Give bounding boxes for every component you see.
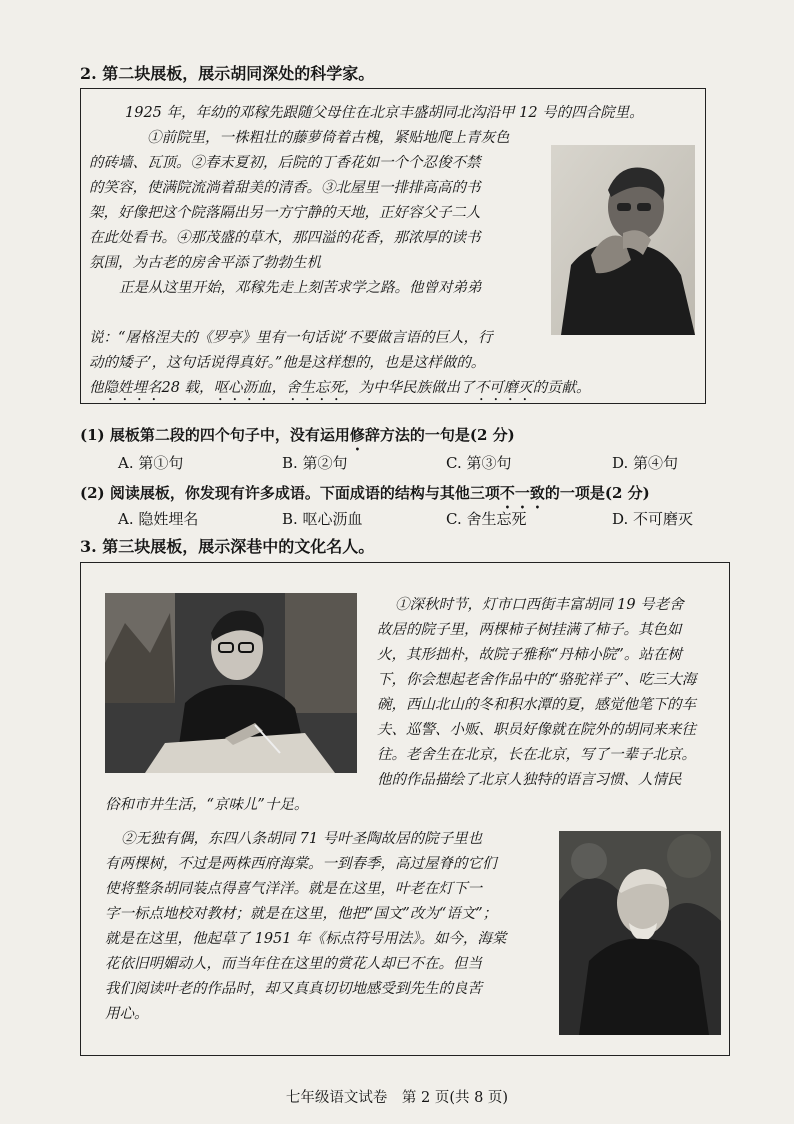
- scientist-photo: [551, 145, 695, 335]
- q2-sub2-option-c[interactable]: C. 舍生忘死: [446, 510, 527, 528]
- writer-photo-1-graphic: [105, 593, 357, 773]
- panel2-line: 在此处看书。④那茂盛的草木，那四溢的花香，那浓厚的读书: [89, 230, 481, 246]
- panel2-line: 正是从这里开始，邓稼先走上刻苦求学之路。他曾对弟弟: [119, 280, 482, 296]
- text-run: (2) 阅读展板，你发现有许多成语。下面成语的结构与其他三项: [80, 484, 500, 502]
- idiom-4: 不可磨灭: [474, 380, 533, 396]
- idiom-3: 舍生忘死: [286, 380, 345, 396]
- panel2-text-tail: [89, 326, 591, 404]
- panel3-line: 故居的院子里，两棵柿子树挂满了柿子。其色如: [377, 622, 682, 638]
- panel3-line: 字一标点地校对教材；就是在这里，他把“国文”改为“语文”；: [105, 906, 498, 922]
- panel3-line: 夫、巡警、小贩、职员好像就在院外的胡同来来往: [377, 722, 696, 738]
- panel2-line: 动的矮子’，这句话说得真好。”他是这样想的，也是这样做的。: [89, 355, 486, 371]
- panel3-line: 就是在这里，他起草了 1951 年《标点符号用法》。如今，海棠: [105, 931, 507, 947]
- text-run: 28 载，: [161, 380, 214, 396]
- text-run: ，: [271, 380, 287, 396]
- q2-heading: 2. 第二块展板，展示胡同深处的科学家。: [80, 64, 375, 83]
- q2-sub2-option-d[interactable]: D. 不可磨灭: [612, 510, 694, 528]
- text-run: ，为中华民族做出了: [344, 380, 475, 396]
- q2-sub2-option-a[interactable]: A. 隐姓埋名: [118, 510, 199, 528]
- panel3-line: 我们阅读叶老的作品时，却又真真切切地感受到先生的良苦: [105, 981, 482, 997]
- panel3-line: 使将整条胡同装点得喜气洋洋。就是在这里，叶老在灯下一: [105, 881, 482, 897]
- writer-photo-2: [559, 831, 721, 1035]
- panel2-line: 说：“屠格涅夫的《罗亭》里有一句话说‘不要做言语的巨人，行: [89, 330, 493, 346]
- text-run: 的贡献。: [532, 380, 591, 396]
- q2-sub1-option-b[interactable]: B. 第②句: [282, 454, 348, 472]
- panel3-line: 用心。: [105, 1006, 149, 1022]
- panel3-line: 火，其形拙朴，故院子雅称“丹柿小院”。站在树: [377, 647, 682, 663]
- panel3-line: 他的作品描绘了北京人独特的语言习惯、人情民: [377, 772, 682, 788]
- q2-sub1-option-d[interactable]: D. 第④句: [612, 454, 679, 472]
- panel2-text-body: [89, 151, 482, 301]
- panel3-line: ①深秋时节，灯市口西街丰富胡同 19 号老舍: [395, 597, 684, 613]
- text-run: 辞方法的一句是(2 分): [364, 426, 515, 444]
- idiom-2: 呕心沥血: [213, 380, 272, 396]
- idiom-1: 隐姓埋名: [103, 380, 162, 396]
- panel3-para2: [105, 827, 506, 1027]
- panel3-line: 花依旧明媚动人，而当年住在这里的赏花人却已不在。但当: [105, 956, 482, 972]
- text-run: 的一项是(2 分): [544, 484, 650, 502]
- panel2-line: 的砖墙、瓦顶。②春末夏初，后院的丁香花如一个个忍俊不禁: [89, 155, 481, 171]
- panel2-line: ①前院里，一株粗壮的藤萝倚着古槐，紧贴地爬上青灰色: [147, 130, 510, 146]
- panel2-text: [125, 101, 644, 151]
- text-run: 他: [89, 380, 104, 396]
- emphasis-text: 不一致: [499, 484, 545, 502]
- panel3-para1-full: [105, 768, 682, 818]
- panel2-line: 1925 年，年幼的邓稼先跟随父母住在北京丰盛胡同北沟沿甲 12 号的四合院里。: [125, 105, 644, 121]
- page-footer: 七年级语文试卷 第 2 页(共 8 页): [285, 1090, 509, 1106]
- panel3-para1-side: [377, 593, 696, 768]
- scientist-photo-graphic: [551, 145, 695, 335]
- panel2-line-idioms: [89, 376, 591, 404]
- q2-sub1-option-c[interactable]: C. 第③句: [446, 454, 512, 472]
- panel2-line: 的笑容，使满院流淌着甜美的清香。③北屋里一排排高高的书: [89, 180, 481, 196]
- q2-sub2-option-b[interactable]: B. 呕心沥血: [282, 510, 363, 528]
- q2-sub1-option-a[interactable]: A. 第①句: [118, 454, 184, 472]
- panel3-line: 俗和市井生活，“京味儿”十足。: [105, 797, 309, 813]
- panel3-line: 碗，西山北山的冬和积水潭的夏，感觉他笔下的车: [377, 697, 696, 713]
- exhibit-panel-2: [80, 88, 706, 404]
- panel3-line: 下，你会想起老舍作品中的“骆驼祥子”、吃三大海: [377, 672, 697, 688]
- panel3-line: 有两棵树，不过是两株西府海棠。一到春季，高过屋脊的它们: [105, 856, 497, 872]
- writer-photo-2-graphic: [559, 831, 721, 1035]
- exhibit-panel-3: [80, 562, 730, 1056]
- q2-sub1-stem: [80, 424, 515, 454]
- panel2-line: 架，好像把这个院落隔出另一方宁静的天地，正好容父子二人: [89, 205, 481, 221]
- panel3-line: 往。老舍生在北京，长在北京，写了一辈子北京。: [377, 747, 696, 763]
- q3-heading: 3. 第三块展板，展示深巷中的文化名人。: [80, 537, 375, 556]
- panel2-line: 氛围，为古老的房舍平添了勃勃生机: [89, 255, 321, 271]
- panel3-line: ②无独有偶，东四八条胡同 71 号叶圣陶故居的院子里也: [121, 831, 483, 847]
- text-run: (1) 展板第二段的四个句子中，没有运用: [80, 426, 350, 444]
- emphasis-char: 修: [349, 426, 365, 444]
- writer-photo-1: [105, 593, 357, 773]
